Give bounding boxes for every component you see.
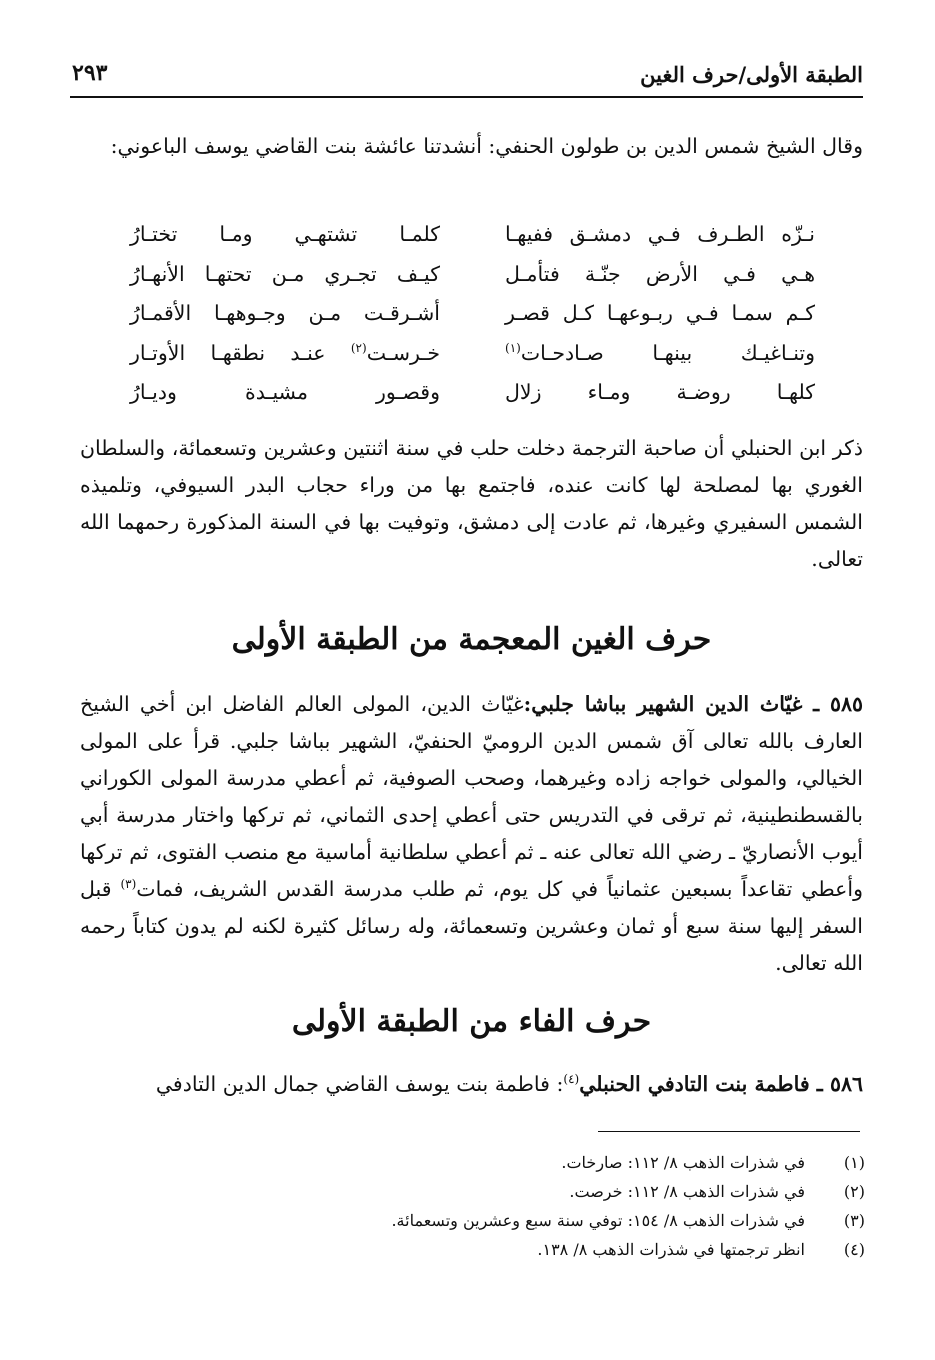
entry-text: قبل السفر إليها سنة سبع أو ثمان وعشرين وتسعمائة، وله رسائل كثيرة لكنه لم يدون كتاباً رحمه الله تعالى. [80, 877, 863, 975]
footnote-number: (٢) [843, 1182, 865, 1201]
running-header-title: الطبقة الأولى/حرف الغين [640, 62, 863, 87]
footnote-marker: (٣) [120, 877, 137, 892]
entry-585 [80, 686, 863, 982]
verse-first-hemistich: كلهـا روضـة ومـاء زلال [505, 380, 815, 404]
footnote-text: في شذرات الذهب ٨/ ١١٢: خرصت. [569, 1182, 805, 1201]
footnote-text: في شذرات الذهب ٨/ ١١٢: صارخات. [561, 1153, 805, 1172]
verse-first-hemistich [505, 341, 815, 365]
verse-text: خـرسـت [366, 340, 440, 365]
footnote-marker: (١) [505, 340, 521, 355]
verse-row [130, 380, 815, 420]
intro-paragraph: وقال الشيخ شمس الدين بن طولون الحنفي: أنشدتنا عائشة بنت القاضي يوسف الباعوني: [110, 134, 863, 158]
footnote [80, 1153, 865, 1182]
entry-heading: ٥٨٥ ـ غيّاث الدين الشهير بباشا جلبي: [523, 692, 864, 716]
verse-first-hemistich: نـزّه الطـرف فـي دمشـق ففيهـا [505, 222, 815, 246]
verse-text: عنـد نطقهـا الأوتـار [130, 340, 351, 365]
footnote-text: انظر ترجمتها في شذرات الذهب ٨/ ١٣٨. [537, 1240, 805, 1259]
footnote-marker: (٢) [350, 340, 367, 355]
footnote-marker: (٤) [563, 1072, 580, 1087]
entry-text: : فاطمة بنت يوسف القاضي جمال الدين التادفي [155, 1072, 564, 1096]
page-number: ٢٩٣ [72, 60, 108, 86]
footnote-number: (٤) [843, 1240, 865, 1259]
verse-row [130, 262, 815, 302]
verse-second-hemistich: وقصـور مشيـدة وديـارُ [130, 380, 440, 404]
verse-second-hemistich: كلمـا تشتهـي ومـا تختـارُ [130, 222, 440, 246]
verse-second-hemistich: أشـرقـت مـن وجـوههـا الأقمـارُ [130, 301, 440, 325]
running-header [70, 60, 863, 94]
verse-second-hemistich: كيـف تجـري مـن تحتهـا الأنهـارُ [130, 261, 440, 286]
footnote-text: في شذرات الذهب ٨/ ١٥٤: توفي سنة سبع وعشرين وتسعمائة. [391, 1211, 805, 1230]
verse-first-hemistich: كـم سمـا فـي ربـوعهـا كـل قصـر [505, 301, 815, 325]
footnote [80, 1240, 865, 1269]
verse-row [130, 301, 815, 341]
biography-paragraph: ذكر ابن الحنبلي أن صاحبة الترجمة دخلت حلب في سنة اثنتين وعشرين وتسعمائة، والسلطان الغوري بها لمصلحة لها كانت عنده، فاجتمع بها من وراء حجاب البدر السيوفي، وتلميذه الشمس السفيري وغيرها، ثم عادت إلى دمشق، وتوفيت بها في السنة المذكورة رحمهما الله تعالى. [80, 436, 863, 571]
poem [130, 222, 815, 420]
footnotes [80, 1153, 865, 1269]
footnote [80, 1211, 865, 1240]
verse-row [130, 341, 815, 381]
entry-586 [80, 1066, 863, 1103]
verse-row [130, 222, 815, 262]
footnote-separator [598, 1131, 860, 1132]
verse-second-hemistich [130, 341, 440, 365]
footnote [80, 1182, 865, 1211]
footnote-number: (١) [843, 1153, 865, 1172]
verse-text: وتنـاغيـك بينهـا صـادحـات [520, 340, 815, 365]
header-rule [70, 96, 863, 98]
entry-heading: ٥٨٦ ـ فاطمة بنت التادفي الحنبلي [579, 1072, 863, 1096]
section-heading: حرف الغين المعجمة من الطبقة الأولى [231, 622, 712, 657]
footnote-number: (٣) [843, 1211, 865, 1230]
verse-first-hemistich: هـي فـي الأرض جنّـة فتأمـل [505, 261, 815, 286]
entry-text: غيّاث الدين، المولى العالم الفاضل ابن أخي الشيخ العارف بالله تعالى آق شمس الدين الروميّ الحنفيّ، الشهير بباشا جلبي. قرأ على المولى الخيالي، والمولى خواجه زاده وغيرهما، وصحب الصوفية، ثم أعطي مدرسة المولى الكوراني بالقسطنطينية، ثم ترقى في التدريس حتى أعطي إحدى الثماني، ثم تركها واختار مدرسة أبي أيوب الأنصاريّ ـ رضي الله تعالى عنه ـ ثم أعطي سلطانية أماسية مع منصب الفتوى، ثم تركها وأعطي تقاعداً بسبعين عثمانياً في كل يوم، ثم طلب مدرسة القدس الشريف، فمات [80, 692, 864, 901]
section-heading: حرف الفاء من الطبقة الأولى [291, 1004, 652, 1039]
